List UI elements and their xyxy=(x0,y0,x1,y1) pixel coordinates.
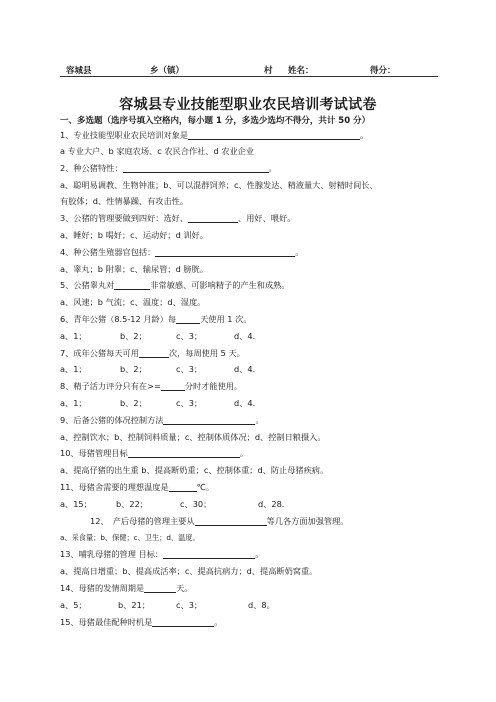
question-11-options: a、15； b、22； c、30； d、28. xyxy=(60,499,285,509)
county-label: 容城县 xyxy=(66,66,92,76)
answer-blank[interactable] xyxy=(195,516,267,526)
answer-blank[interactable] xyxy=(163,549,255,559)
question-8-options: a、1； b、2； c、3； d、4. xyxy=(60,398,256,408)
question-12: 12、 产后母猪的管理主要从 等几各方面加强管理。 xyxy=(90,516,349,526)
answer-blank[interactable] xyxy=(188,213,238,223)
section-heading: 一、多选题（选序号填入空格内，每小题 1 分，多选少选均不得分，共计 50 分） xyxy=(60,116,371,126)
question-13-options: a、提高日增重；b、提高成活率；c、提高抗病力；d、提高断奶窝重。 xyxy=(60,566,318,576)
question-9-options: a、控制饮水；b、控制饲料质量；c、控制体质体况；d、控制日粮摄入。 xyxy=(60,432,326,442)
answer-blank[interactable] xyxy=(139,348,169,358)
question-4: 4、种公猪生殖器官包括： 。 xyxy=(60,247,304,257)
answer-blank[interactable] xyxy=(123,163,269,173)
village-label: 村 xyxy=(264,66,273,76)
question-15: 15、母猪最佳配种时机是 。 xyxy=(60,617,223,627)
answer-blank[interactable] xyxy=(188,130,360,140)
question-3: 3、公猪的管理要做到四好：选好、 、用好、喂好。 xyxy=(60,213,296,223)
header-info-line xyxy=(60,62,438,77)
township-label: 乡（镇） xyxy=(150,66,185,76)
answer-blank[interactable] xyxy=(161,381,185,391)
question-3-options: a、睡好；b 喝好；c、运动好；d 训好。 xyxy=(60,230,208,240)
question-8: 8、精子活力评分只有在>= 分时才能使用。 xyxy=(60,381,243,391)
question-4-options: a、睾丸；b 附睾；c、输尿管；d 膀胱。 xyxy=(60,264,208,274)
question-5-options: a、风速；b 气流；c、温度；d、湿度。 xyxy=(60,297,206,307)
question-1-options: a 专业大户、b 家庭农场、c 农民合作社、d 农业企业 xyxy=(60,146,255,156)
question-7-options: a、1； b、2； c、3； d、4. xyxy=(60,364,256,374)
answer-blank[interactable] xyxy=(163,415,255,425)
question-2-options-cont: 有胶体；d、性情暴躁、有攻击性。 xyxy=(60,196,189,206)
question-10-options: a、提高仔猪的出生重 b、提高断奶重；c、控制体重；d、防止母猪疾病。 xyxy=(60,465,329,475)
question-9: 9、后备公猪的体况控制方法 。 xyxy=(60,415,264,425)
question-11: 11、母猪舍需要的理想温度是 ℃。 xyxy=(60,482,215,492)
question-10: 10、母猪管理目标 。 xyxy=(60,448,248,458)
question-2-options: a、聪明易调教、生物钟准；b、可以混群饲养；c、性腺发达、精液量大、射精时间长、 xyxy=(60,180,378,190)
question-2: 2、种公猪特性： 。 xyxy=(60,163,277,173)
answer-blank[interactable] xyxy=(169,482,197,492)
answer-blank[interactable] xyxy=(114,280,150,290)
question-6: 6、青年公猪（8.5-12 月龄）每 天使用 1 次。 xyxy=(60,314,252,324)
question-5: 5、公猪睾丸对 非常敏感、可影响精子的产生和成熟。 xyxy=(60,280,290,290)
question-1: 1、专业技能型职业农民培训对象是 。 xyxy=(60,130,369,140)
question-13: 13、哺乳母猪的管理 目标： 。 xyxy=(60,549,264,559)
score-label: 得分： xyxy=(370,66,396,76)
name-label: 姓名： xyxy=(288,66,314,76)
page-title: 容城县专业技能型职业农民培训考试试卷 xyxy=(119,97,377,113)
answer-blank[interactable] xyxy=(128,448,240,458)
answer-blank[interactable] xyxy=(144,583,176,593)
question-12-options: a、采食量；b、保健；c、卫生；d、温度。 xyxy=(60,533,200,542)
question-7: 7、成年公猪每天可用 次，每周使用 5 天。 xyxy=(60,348,245,358)
question-14-options: a、5； b、21； c、3； d、8。 xyxy=(60,600,275,610)
question-14: 14、母猪的发情周期是 天。 xyxy=(60,583,193,593)
answer-blank[interactable] xyxy=(155,247,295,257)
answer-blank[interactable] xyxy=(176,314,200,324)
question-6-options: a、1； b、2； c、3； d、4. xyxy=(60,331,256,341)
answer-blank[interactable] xyxy=(152,617,214,627)
